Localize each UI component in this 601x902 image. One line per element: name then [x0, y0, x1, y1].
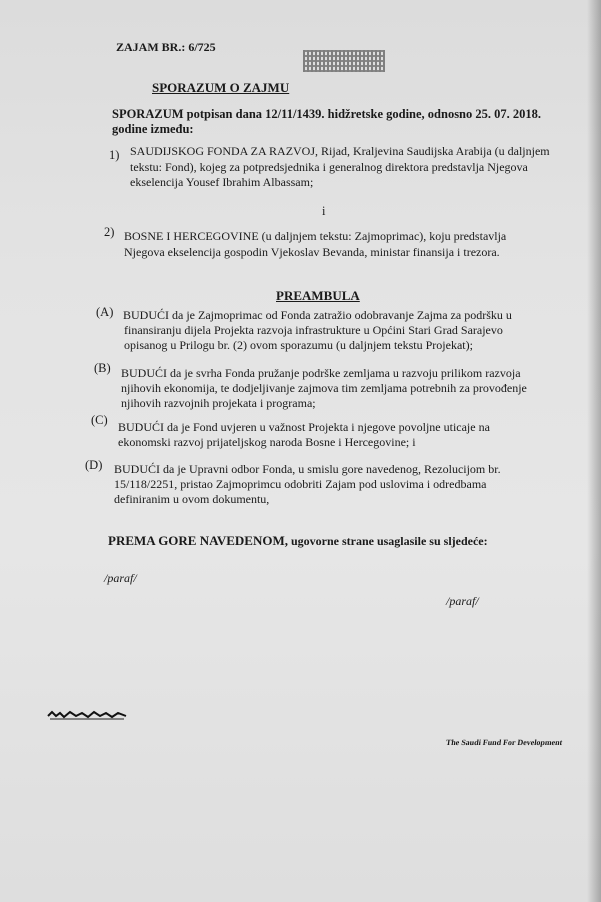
- party-1-number: 1): [109, 148, 120, 162]
- preamble-a-line-2: finansiranju dijela Projekta razvoja infrastrukture u Općini Stari Grad Sarajevo: [124, 323, 503, 337]
- intro-line-2: godine između:: [112, 122, 194, 136]
- party-1-line-3: ekselencija Yousef Ibrahim Albassam;: [130, 175, 314, 189]
- document-title: SPORAZUM O ZAJMU: [152, 80, 290, 95]
- preamble-d-line-2: 15/118/2251, pristao Zajmoprimcu odobriti Zajam pod uslovima i odredbama: [114, 477, 487, 491]
- preamble-c-line-1: BUDUĆI da je Fond uvjeren u važnost Projekta i njegove povoljne uticaje na: [118, 420, 490, 434]
- preamble-d-line-1: BUDUĆI da je Upravni odbor Fonda, u smislu gore navedenog, Rezolucijom br.: [114, 462, 501, 476]
- party-2-number: 2): [104, 225, 115, 239]
- preamble-b-line-3: njihovih razvojnih projekata i programa;: [121, 396, 316, 410]
- preamble-b-label: (B): [94, 361, 111, 375]
- preamble-a-line-1: BUDUĆI da je Zajmoprimac od Fonda zatražio odobravanje Zajma za podršku u: [123, 308, 512, 322]
- preamble-d-label: (D): [85, 458, 103, 472]
- preamble-title: PREAMBULA: [276, 288, 360, 303]
- party-1-line-1: SAUDIJSKOG FONDA ZA RAZVOJ, Rijad, Kraljevina Saudijska Arabija (u daljnjem: [130, 144, 550, 158]
- footer-fund-name: The Saudi Fund For Development: [445, 738, 563, 747]
- preamble-b-line-1: BUDUĆI da je svrha Fonda pružanje podrške zemljama u razvoju prilikom razvoja: [121, 366, 521, 380]
- party-1-line-2: tekstu: Fond), kojeg za potpredsjednika i generalnog direktora predstavlja Njegova: [130, 160, 528, 174]
- party-2-line-1: BOSNE I HERCEGOVINE (u daljnjem tekstu: Zajmoprimac), koju predstavlja: [124, 229, 507, 243]
- paraf-right: /paraf/: [446, 594, 479, 608]
- party-2-line-2: Njegova ekselencija gospodin Vjekoslav Bevanda, ministar finansija i trezora.: [124, 245, 500, 259]
- preamble-c-line-2: ekonomski razvoj prijateljskog naroda Bosne i Hercegovine; i: [118, 435, 416, 449]
- preamble-c-label: (C): [91, 413, 108, 427]
- page-edge-shadow: [587, 0, 601, 902]
- arabic-stamp: [303, 50, 385, 72]
- closing-line: [108, 533, 488, 549]
- intro-line-1: SPORAZUM potpisan dana 12/11/1439. hidžretske godine, odnosno 25. 07. 2018.: [112, 107, 542, 121]
- conjunction: i: [322, 204, 326, 218]
- paraf-left: /paraf/: [104, 571, 137, 585]
- loan-number: ZAJAM BR.: 6/725: [116, 40, 216, 54]
- closing-rest: ugovorne strane usaglasile su sljedeće:: [287, 534, 488, 548]
- preamble-d-line-3: definiranim u ovom dokumentu,: [114, 492, 270, 506]
- preamble-a-label: (A): [96, 305, 114, 319]
- arabic-logo-text: [46, 707, 128, 721]
- preamble-a-line-3: opisanog u Prilogu br. (2) ovom sporazumu (u daljnjem tekstu Projekat);: [124, 338, 473, 352]
- preamble-b-line-2: njihovih ekonomija, te dodjeljivanje zajmova tim zemljama potrebnih za provođenje: [121, 381, 527, 395]
- closing-lead: PREMA GORE NAVEDENOM,: [108, 533, 288, 548]
